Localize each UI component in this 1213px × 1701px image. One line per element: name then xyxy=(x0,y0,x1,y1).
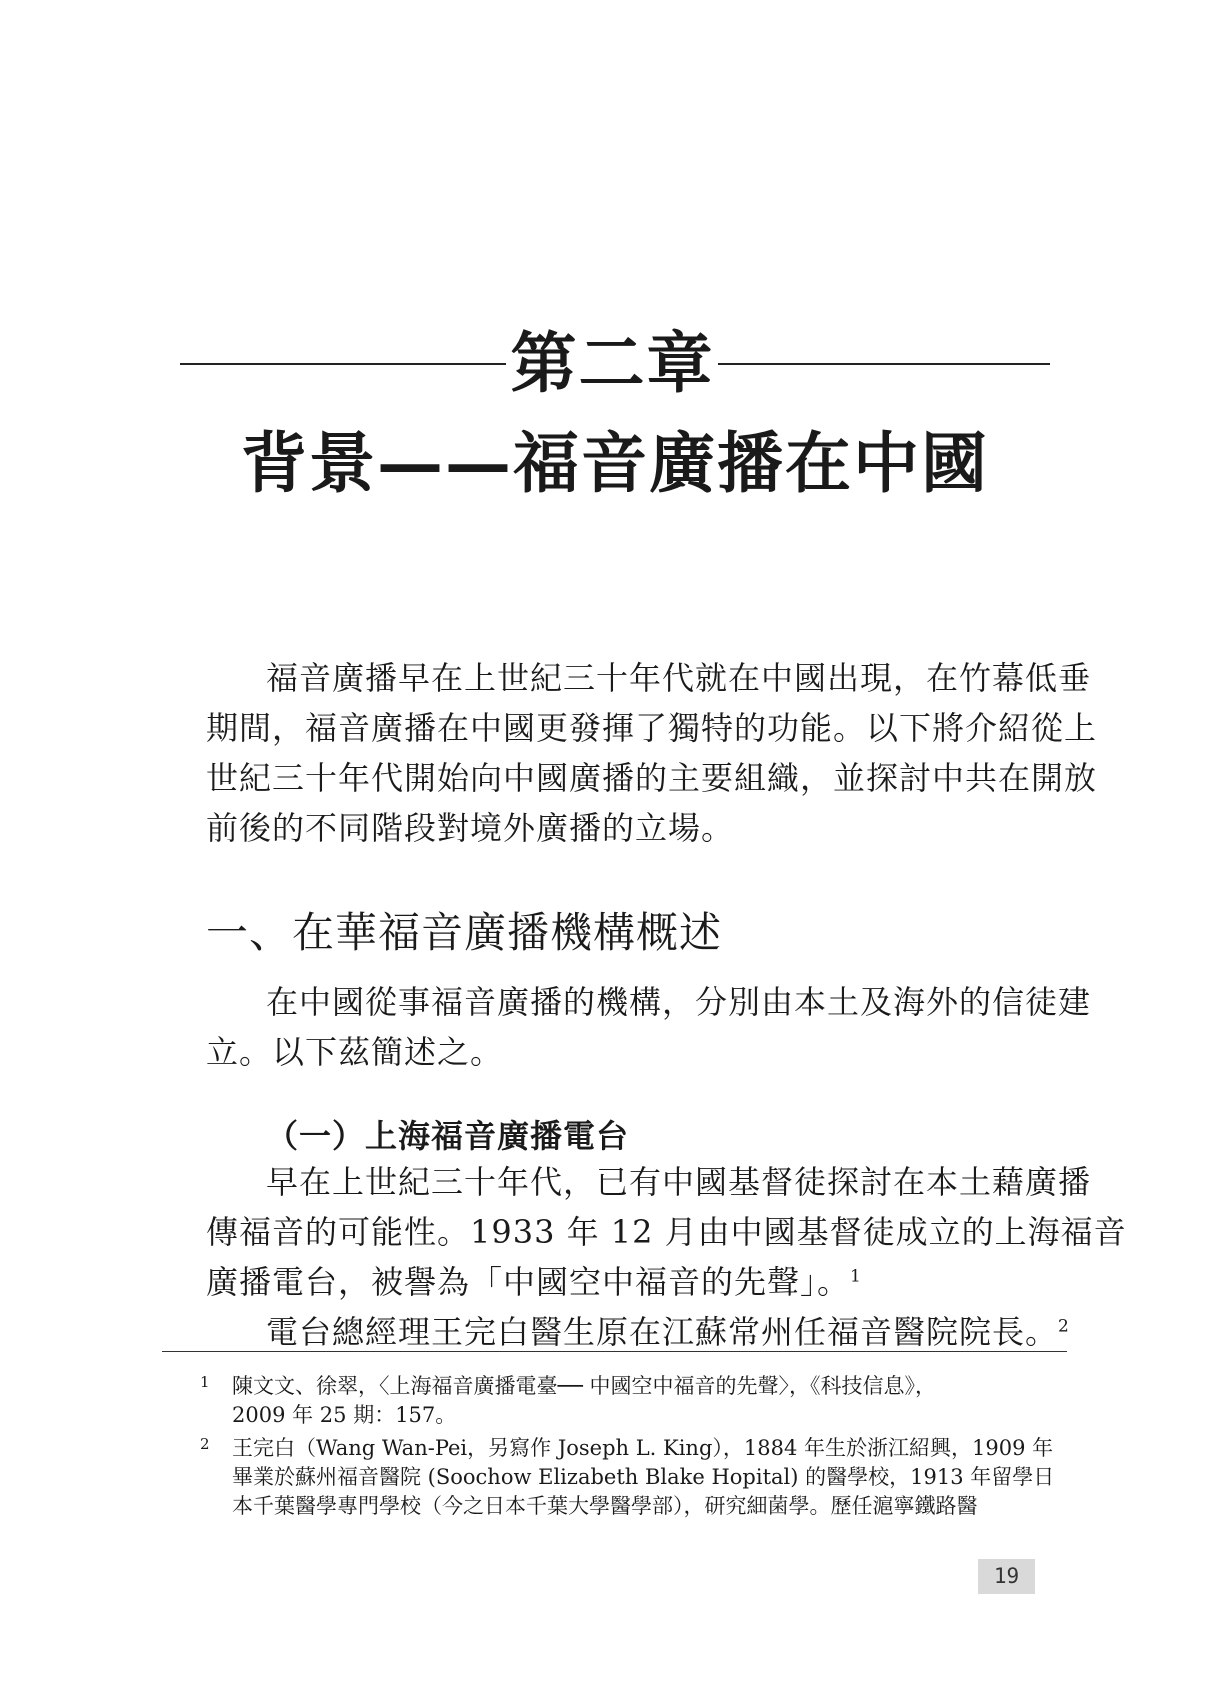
page-number: 19 xyxy=(978,1559,1035,1594)
paragraph-line: 福音廣播早在上世紀三十年代就在中國出現，在竹幕低垂 xyxy=(266,659,1092,697)
footnote-line: 2009 年 25 期：157。 xyxy=(232,1403,457,1427)
paragraph-line: 期間，福音廣播在中國更發揮了獨特的功能。以下將介紹從上 xyxy=(206,709,1098,747)
footnote-ref-1[interactable]: 1 xyxy=(850,1266,862,1287)
footnote-number: 1 xyxy=(200,1373,210,1391)
chapter-rule-left xyxy=(180,363,506,365)
paragraph-line xyxy=(206,1307,1070,1357)
paragraph-line: 傳福音的可能性。1933 年 12 月由中國基督徒成立的上海福音 xyxy=(206,1213,1127,1251)
subsection-heading: （一）上海福音廣播電台 xyxy=(266,1117,630,1155)
section-heading: 一、在華福音廣播機構概述 xyxy=(206,908,723,957)
paragraph-line-text: 廣播電台，被譽為「中國空中福音的先聲」。 xyxy=(206,1263,851,1301)
paragraph-line: 前後的不同階段對境外廣播的立場。 xyxy=(206,809,735,847)
shanghai-station-paragraph xyxy=(206,1157,1127,1357)
chapter-header xyxy=(180,318,1050,408)
footnote-line: 本千葉醫學專門學校（今之日本千葉大學醫學部），研究細菌學。歷任滬寧鐵路醫 xyxy=(232,1494,978,1518)
paragraph-line: 立。以下茲簡述之。 xyxy=(206,1033,504,1071)
paragraph-line: 在中國從事福音廣播的機構，分別由本土及海外的信徒建 xyxy=(266,983,1092,1021)
footnote-number: 2 xyxy=(200,1435,210,1453)
paragraph-line: 世紀三十年代開始向中國廣播的主要組織，並探討中共在開放 xyxy=(206,759,1098,797)
footnote-ref-2[interactable]: 2 xyxy=(1058,1316,1070,1337)
chapter-rule-right xyxy=(718,363,1050,365)
paragraph-line-text: 電台總經理王完白醫生原在江蘇常州任福音醫院院長。 xyxy=(266,1313,1059,1351)
section-intro-paragraph xyxy=(206,977,1092,1077)
chapter-title: 背景——福音廣播在中國 xyxy=(241,424,989,502)
paragraph-line xyxy=(206,1257,1036,1307)
footnote-2 xyxy=(200,1434,1055,1521)
footnote-divider xyxy=(162,1351,1067,1352)
paragraph-line: 早在上世紀三十年代，已有中國基督徒探討在本土藉廣播 xyxy=(266,1163,1092,1201)
footnote-line: 王完白（Wang Wan-Pei，另寫作 Joseph L. King），1884 年生於浙江紹興，1909 年 xyxy=(232,1436,1054,1460)
footnote-1 xyxy=(200,1372,1040,1430)
intro-paragraph xyxy=(206,653,1098,853)
chapter-label: 第二章 xyxy=(510,324,715,402)
footnote-line: 陳文文、徐翠，〈上海福音廣播電臺── 中國空中福音的先聲〉，《科技信息》， xyxy=(232,1374,936,1398)
footnotes xyxy=(200,1372,1055,1525)
footnote-line: 畢業於蘇州福音醫院 (Soochow Elizabeth Blake Hopital) 的醫學校，1913 年留學日 xyxy=(232,1465,1055,1489)
